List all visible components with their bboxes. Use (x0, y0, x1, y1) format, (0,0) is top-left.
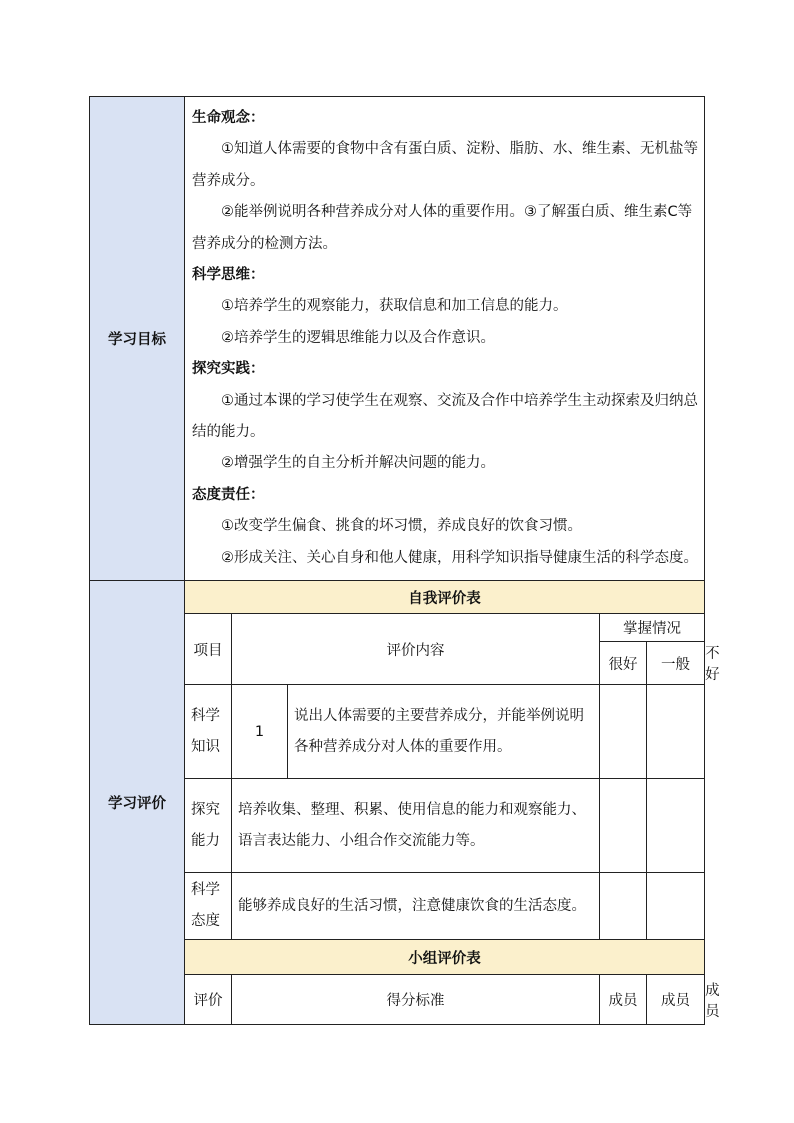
section-heading: 探究实践： (192, 361, 265, 378)
rating-cell (647, 873, 705, 940)
self-eval-title: 自我评价表 (185, 581, 705, 614)
goal-item: ②形成关注、关心自身和他人健康，用科学知识指导健康生活的科学态度。 (221, 549, 698, 566)
header-mastery: 掌握情况 (600, 614, 705, 642)
section-heading: 生命观念： (192, 110, 265, 126)
group-eval-title: 小组评价表 (185, 940, 705, 975)
row-category: 科学知识 (185, 685, 232, 779)
rating-cell (647, 685, 705, 779)
row-content: 说出人体需要的主要营养成分，并能举例说明各种营养成分对人体的重要作用。 (288, 685, 600, 779)
row-content: 能够养成良好的生活习惯，注意健康饮食的生活态度。 (232, 873, 600, 940)
group-header-item: 评价 (185, 975, 232, 1025)
group-header-row: 评价 得分标准 成员 成员 成员 (90, 975, 705, 1025)
row-category: 科学态度 (185, 873, 232, 940)
row-number: 1 (232, 685, 288, 779)
rating-cell (600, 685, 647, 779)
lesson-plan-page (89, 96, 720, 1025)
group-header-criteria: 得分标准 (232, 975, 600, 1025)
lesson-table (89, 96, 720, 1025)
goal-item: ①培养学生的观察能力，获取信息和加工信息的能力。 (221, 298, 568, 315)
header-levels-row: 很好 一般 不好 (90, 642, 705, 685)
row-content: 培养收集、整理、积累、使用信息的能力和观察能力、语言表达能力、小组合作交流能力等。 (232, 779, 600, 873)
level-average: 一般 (647, 642, 705, 685)
goal-item: ②增强学生的自主分析并解决问题的能力。 (221, 455, 495, 472)
section-heading: 态度责任： (192, 486, 265, 503)
goal-item: ①知道人体需要的食物中含有蛋白质、淀粉、脂肪、水、维生素、无机盐等营养成分。 (192, 141, 698, 189)
goals-row (90, 97, 705, 581)
row-category: 探究能力 (185, 779, 232, 873)
group-header-member: 成员 (647, 975, 705, 1025)
header-content: 评价内容 (232, 614, 600, 685)
evaluation-label: 学习评价 (90, 581, 185, 1025)
rating-cell (600, 779, 647, 873)
goal-item: ②培养学生的逻辑思维能力以及合作意识。 (221, 329, 495, 346)
section-heading: 科学思维： (192, 267, 265, 284)
level-very-good: 很好 (600, 642, 647, 685)
self-eval-title-row (90, 581, 705, 614)
group-header-member: 成员 (600, 975, 647, 1025)
goal-item: ②能举例说明各种营养成分对人体的重要作用。③了解蛋白质、维生素C等营养成分的检测方法。 (192, 204, 693, 252)
header-item: 项目 (185, 614, 232, 685)
rating-cell (647, 779, 705, 873)
goal-item: ①改变学生偏食、挑食的坏习惯，养成良好的饮食习惯。 (221, 518, 582, 535)
goals-label: 学习目标 (90, 97, 185, 581)
goals-content (185, 97, 705, 581)
rating-cell (600, 873, 647, 940)
goal-item: ①通过本课的学习使学生在观察、交流及合作中培养学生主动探索及归纳总结的能力。 (192, 392, 698, 441)
